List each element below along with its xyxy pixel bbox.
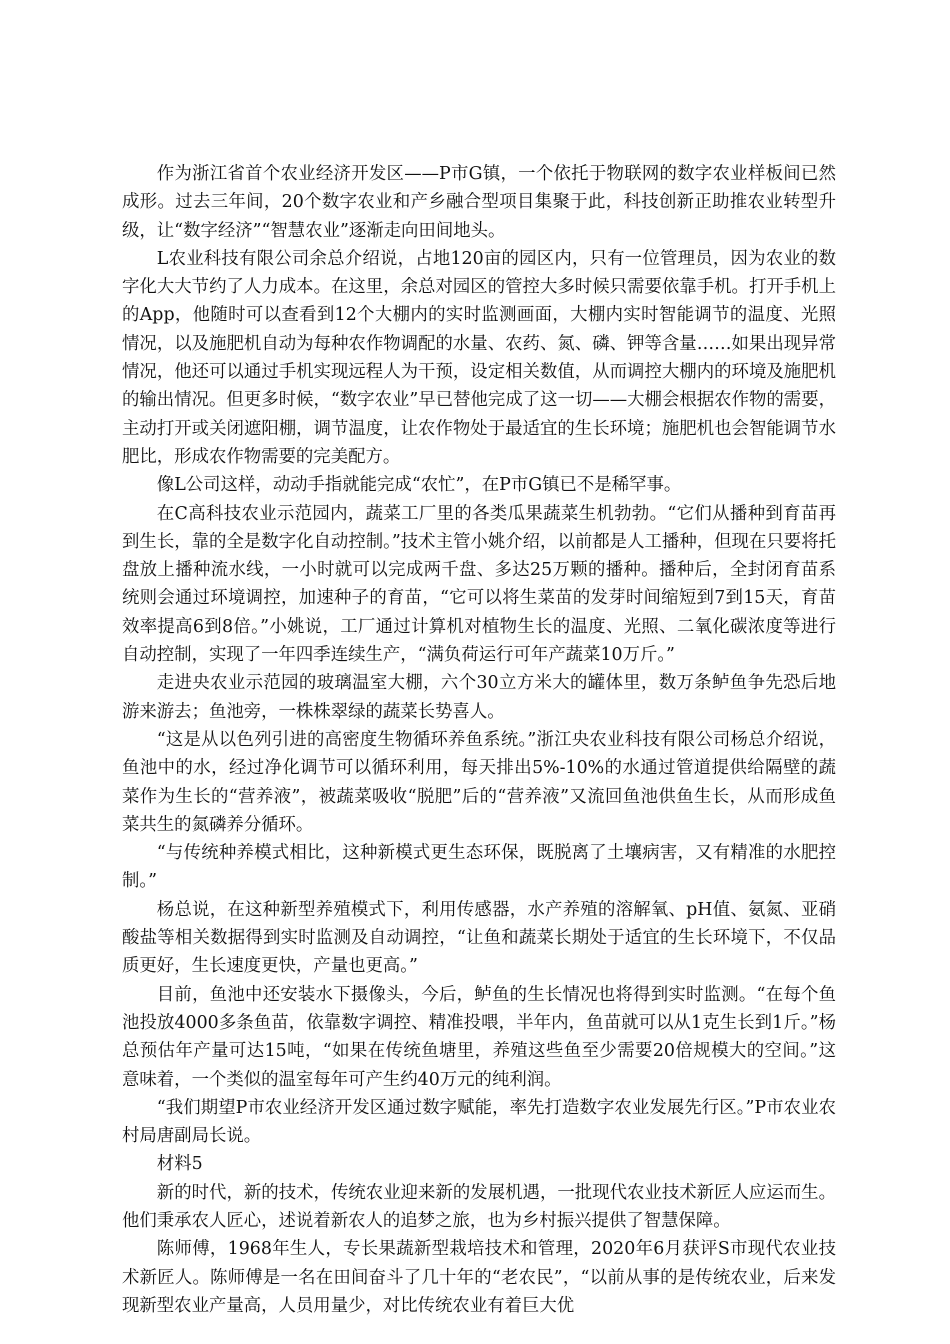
paragraph: “与传统种养模式相比，这种新模式更生态环保，既脱离了土壤病害，又有精准的水肥控制。” [122,843,836,892]
paragraph: 走进央农业示范园的玻璃温室大棚，六个30立方米大的罐体里，数万条鲈鱼争先恐后地游来游去；鱼池旁，一株株翠绿的蔬菜长势喜人。 [122,673,836,722]
section-heading: 材料5 [156,1154,203,1175]
paragraph: 目前，鱼池中还安装水下摄像头，今后，鲈鱼的生长情况也将得到实时监测。“在每个鱼池投放4000多条鱼苗，依靠数字调控、精准投喂，半年内，鱼苗就可以从1克生长到1斤。”杨总预估年产量可达15吨，“如果在传统鱼塘里，养殖这些鱼至少需要20倍规模大的空间。”这意味着，一个类似的温室每年可产生约40万元的纯利润。 [122,984,836,1090]
paragraph: 在C高科技农业示范园内，蔬菜工厂里的各类瓜果蔬菜生机勃勃。“它们从播种到育苗再到生长，靠的全是数字化自动控制。”技术主管小姚介绍，以前都是人工播种，但现在只要将托盘放上播种流水线，一小时就可以完成两千盘、多达25万颗的播种。播种后，全封闭育苗系统则会通过环境调控，加速种子的育苗，“它可以将生菜苗的发芽时间缩短到7到15天，育苗效率提高6到8倍。”小姚说，工厂通过计算机对植物生长的温度、光照、二氧化碳浓度等进行自动控制，实现了一年四季连续生产，“满负荷运行可年产蔬菜10万斤。” [122,503,836,666]
paragraph: L农业科技有限公司余总介绍说，占地120亩的园区内，只有一位管理员，因为农业的数字化大大节约了人力成本。在这里，余总对园区的管控大多时候只需要依靠手机。打开手机上的App，他随时可以查看到12个大棚内的实时监测画面，大棚内实时智能调节的温度、光照情况，以及施肥机自动为每种农作物调配的水量、农药、氮、磷、钾等含量……如果出现异常情况，他还可以通过手机实现远程人为干预，设定相关数值，从而调控大棚内的环境及施肥机的输出情况。但更多时候，“数字农业”早已替他完成了这一切——大棚会根据农作物的需要，主动打开或关闭遮阳棚，调节温度，让农作物处于最适宜的生长环境；施肥机也会智能调节水肥比，形成农作物需要的完美配方。 [122,248,836,467]
paragraph: 陈师傅，1968年生人，专长果蔬新型栽培技术和管理，2020年6月获评S市现代农业技术新匠人。陈师傅是一名在田间奋斗了几十年的“老农民”，“以前从事的是传统农业，后来发现新型农业产量高，人员用量少，对比传统农业有着巨大优 [122,1239,836,1316]
paragraph: “这是从以色列引进的高密度生物循环养鱼系统。”浙江央农业科技有限公司杨总介绍说，鱼池中的水，经过净化调节可以循环利用，每天排出5%-10%的水通过管道提供给隔壁的蔬菜作为生长的“营养液”，被蔬菜吸收“脱肥”后的“营养液”又流回鱼池供鱼生长，从而形成鱼菜共生的氮磷养分循环。 [122,729,836,835]
article-body [122,160,836,1320]
paragraph: 杨总说，在这种新型养殖模式下，利用传感器，水产养殖的溶解氧、pH值、氨氮、亚硝酸盐等相关数据得到实时监测及自动调控，“让鱼和蔬菜长期处于适宜的生长环境下，不仅品质更好，生长速度更快，产量也更高。” [122,899,836,977]
paragraph: 作为浙江省首个农业经济开发区——P市G镇，一个依托于物联网的数字农业样板间已然成形。过去三年间，20个数字农业和产乡融合型项目集聚于此，科技创新正助推农业转型升级，让“数字经济”“智慧农业”逐渐走向田间地头。 [122,164,836,241]
paragraph: 像L公司这样，动动手指就能完成“农忙”，在P市G镇已不是稀罕事。 [156,475,682,496]
paragraph: 新的时代，新的技术，传统农业迎来新的发展机遇，一批现代农业技术新匠人应运而生。他们秉承农人匠心，述说着新农人的追梦之旅，也为乡村振兴提供了智慧保障。 [122,1182,836,1231]
paragraph: “我们期望P市农业经济开发区通过数字赋能，率先打造数字农业发展先行区。”P市农业农村局唐副局长说。 [122,1097,836,1147]
